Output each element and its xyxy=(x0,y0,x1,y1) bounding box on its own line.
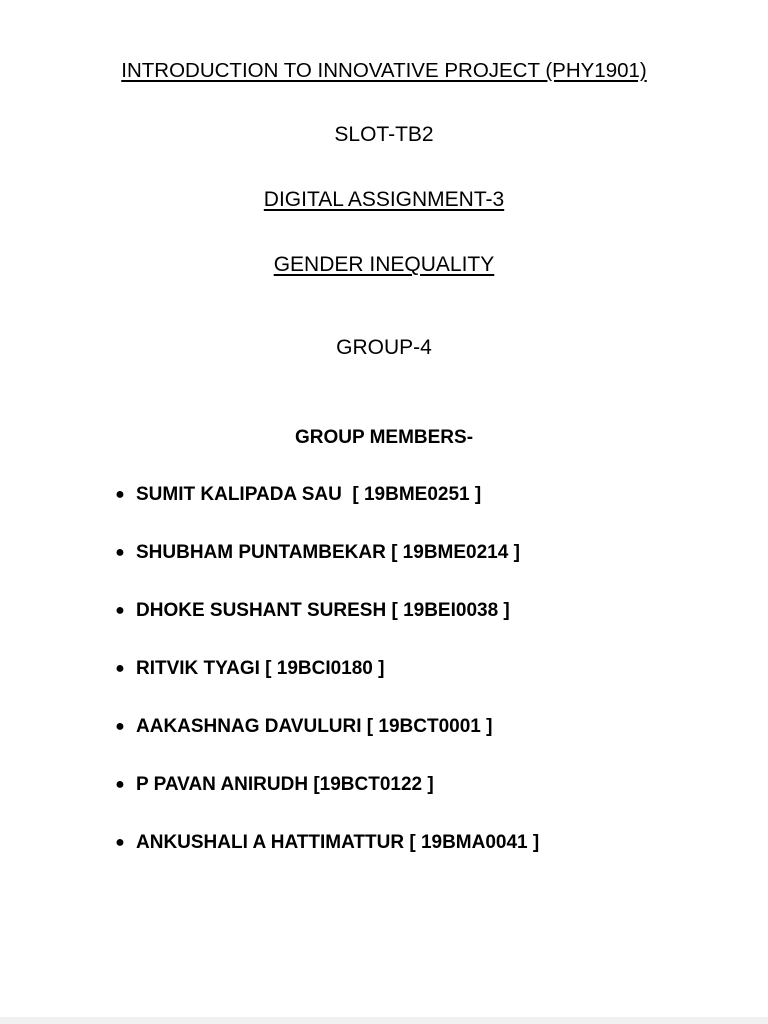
member-name: P PAVAN ANIRUDH [19BCT0122 ] xyxy=(136,774,434,795)
member-item xyxy=(0,540,768,598)
group-members-heading: GROUP MEMBERS- xyxy=(294,427,474,448)
bullet-icon: ● xyxy=(115,660,125,677)
members-list xyxy=(0,482,768,888)
member-name: SUMIT KALIPADA SAU [ 19BME0251 ] xyxy=(136,484,482,505)
page-bottom-edge xyxy=(0,1017,768,1024)
bullet-icon: ● xyxy=(115,486,125,503)
member-item xyxy=(0,656,768,714)
bullet-icon: ● xyxy=(115,718,125,735)
member-name: RITVIK TYAGI [ 19BCI0180 ] xyxy=(136,658,385,679)
assignment-title: DIGITAL ASSIGNMENT-3 xyxy=(263,188,505,211)
bullet-icon: ● xyxy=(115,776,125,793)
member-item xyxy=(0,482,768,540)
member-item xyxy=(0,772,768,830)
bullet-icon: ● xyxy=(115,602,125,619)
bullet-icon: ● xyxy=(115,834,125,851)
member-item xyxy=(0,598,768,656)
group-number: GROUP-4 xyxy=(336,336,432,359)
member-name: ANKUSHALI A HATTIMATTUR [ 19BMA0041 ] xyxy=(136,832,540,853)
member-item xyxy=(0,830,768,888)
member-name: SHUBHAM PUNTAMBEKAR [ 19BME0214 ] xyxy=(136,542,520,563)
member-item xyxy=(0,714,768,772)
member-name: DHOKE SUSHANT SURESH [ 19BEI0038 ] xyxy=(136,600,510,621)
slot-label: SLOT-TB2 xyxy=(334,123,434,146)
bullet-icon: ● xyxy=(115,544,125,561)
course-title: INTRODUCTION TO INNOVATIVE PROJECT (PHY1901) xyxy=(121,59,647,82)
member-name: AAKASHNAG DAVULURI [ 19BCT0001 ] xyxy=(136,716,493,737)
topic-title: GENDER INEQUALITY xyxy=(273,253,495,276)
